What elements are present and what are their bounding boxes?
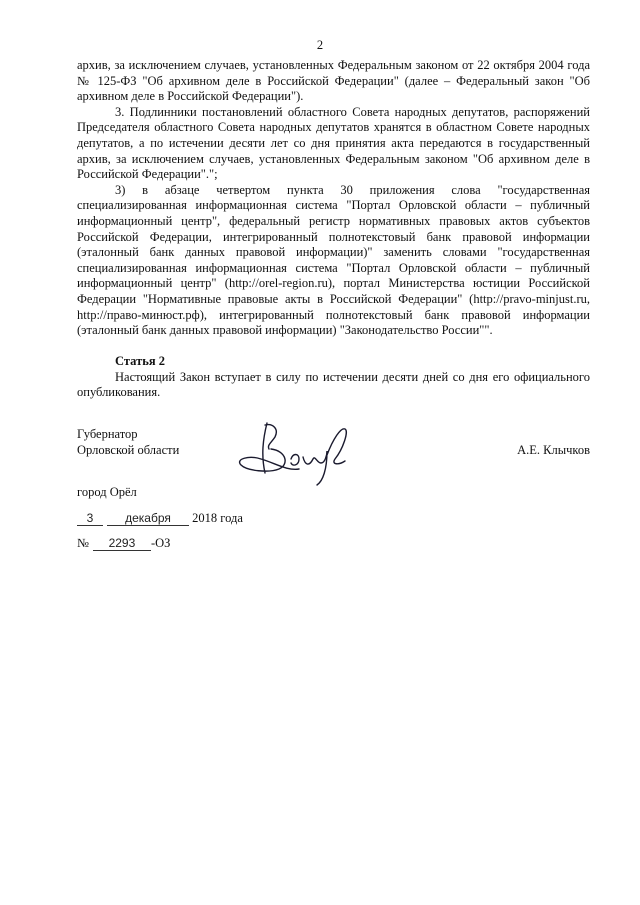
date-day: 3 <box>77 512 103 526</box>
signatory-name: А.Е. Клычков <box>517 442 590 457</box>
article-2-text: Настоящий Закон вступает в силу по истечении десяти дней со дня его официального опубликования. <box>77 369 590 400</box>
signatory-position-line2: Орловской области <box>77 442 180 457</box>
paragraph-subitem-3-replacement: 3) в абзаце четвертом пункта 30 приложения слова "государственная специализированная информационная система "Портал Орловской области – публичный информационный центр", федеральный регистр нормативных правовых актов субъектов Российской Федерации, интегрированный полнотекстовый банк правовой информации (эталонный банк данных правовой информации)" заменить словами "государственная специализированная информационная система "Портал Орловской области – публичный информационный центр" (http://orel-region.ru), портал Министерства юстиции Российской Федерации "Нормативные правовые акты в Российской Федерации" (http://pravo-minjust.ru, http://право-минюст.рф), интегрированный полнотекстовый банк правовой информации (эталонный банк данных правовой информации) "Законодательство России"". <box>77 182 590 338</box>
law-number <box>77 536 170 551</box>
law-number-value: 2293 <box>93 537 151 551</box>
document-body <box>77 58 590 401</box>
page-number: 2 <box>316 38 324 52</box>
article-2-title: Статья 2 <box>115 354 165 369</box>
law-number-suffix: -ОЗ <box>150 536 171 550</box>
place-of-signing: город Орёл <box>77 485 137 499</box>
paragraph-archive-continuation: архив, за исключением случаев, установленных Федеральным законом от 22 октября 2004 года № 125-ФЗ "Об архивном деле в Российской Федерации" (далее – Федеральный закон "Об архивном деле в Российской Федерации"). <box>77 58 590 104</box>
spacer <box>77 339 590 355</box>
signing-date <box>77 511 243 526</box>
signatory-position-line1: Губернатор <box>77 427 138 441</box>
handwritten-signature-icon <box>227 419 367 489</box>
date-month: декабря <box>107 512 189 526</box>
date-year: 2018 года <box>192 511 243 525</box>
paragraph-item-3-originals: 3. Подлинники постановлений областного Совета народных депутатов, распоряжений Председателя областного Совета народных депутатов хранятся в областном Совете народных депутатов, а по истечении десяти лет со дня принятия акта передаются в государственный архив, за исключением случаев, установленных Федеральным законом "Об архивном деле в Российской Федерации"."; <box>77 104 590 182</box>
law-number-prefix: № <box>77 536 89 550</box>
signatory-position <box>77 427 179 458</box>
